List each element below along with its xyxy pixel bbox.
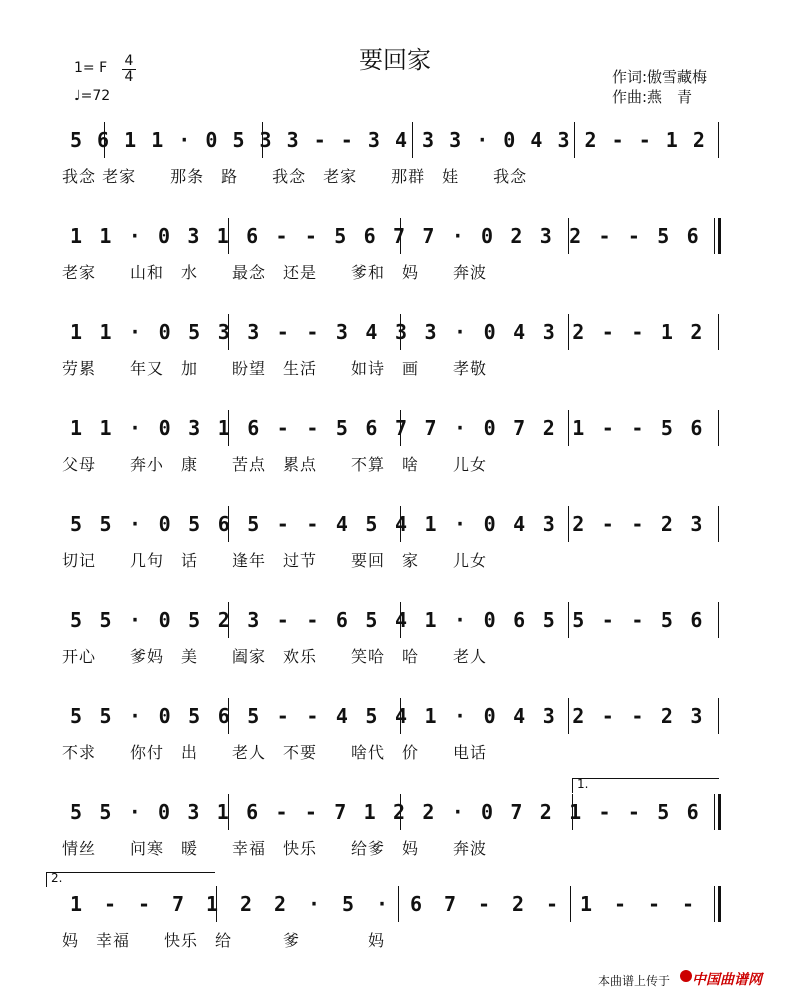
note--: -	[276, 320, 289, 344]
note-6: 6	[335, 608, 348, 632]
note--: -	[275, 800, 288, 824]
note-5: 5	[99, 512, 112, 536]
note-3: 3	[542, 512, 555, 536]
note--: -	[598, 800, 611, 824]
barline	[714, 218, 715, 254]
note--: -	[306, 608, 319, 632]
note-1: 1	[69, 224, 83, 248]
note-1: 1	[99, 224, 112, 248]
note-1: 1	[665, 128, 678, 152]
lyric-line: 开心 爹妈 美 阖家 欢乐 笑哈 哈 老人	[62, 647, 488, 666]
note-·: ·	[178, 128, 191, 152]
barline	[718, 698, 719, 734]
note-1: 1	[69, 320, 83, 344]
note-6: 6	[409, 892, 423, 916]
note-5: 5	[341, 892, 355, 916]
note-5: 5	[232, 128, 245, 152]
note--: -	[276, 416, 289, 440]
note-1: 1	[572, 416, 585, 440]
note-0: 0	[483, 320, 496, 344]
song-title: 要回家	[359, 46, 431, 74]
lyric-line: 切记 几句 话 逢年 过节 要回 家 儿女	[62, 551, 488, 570]
note--: -	[103, 892, 117, 916]
note-2: 2	[392, 800, 406, 824]
note-2: 2	[510, 224, 523, 248]
note-3: 3	[394, 320, 408, 344]
note--: -	[306, 704, 319, 728]
note-0: 0	[158, 224, 171, 248]
note-6: 6	[246, 224, 259, 248]
note-5: 5	[660, 608, 673, 632]
barline	[570, 886, 571, 922]
note-2: 2	[569, 224, 582, 248]
note-·: ·	[129, 704, 142, 728]
note-5: 5	[572, 608, 585, 632]
note-6: 6	[217, 704, 230, 728]
volta-2-label: 2.	[51, 871, 63, 885]
note-5: 5	[99, 704, 112, 728]
note-6: 6	[686, 224, 699, 248]
note--: -	[601, 512, 614, 536]
note-2: 2	[692, 128, 705, 152]
note--: -	[611, 128, 624, 152]
note-1: 1	[99, 416, 112, 440]
staff-row-3	[0, 314, 790, 378]
note-5: 5	[657, 800, 670, 824]
site-logo: 中国曲谱网	[692, 972, 762, 988]
barline	[398, 886, 399, 922]
note-5: 5	[365, 608, 378, 632]
note-3: 3	[188, 416, 201, 440]
note-7: 7	[171, 892, 185, 916]
note-7: 7	[394, 416, 408, 440]
note-0: 0	[205, 128, 218, 152]
note-0: 0	[483, 608, 496, 632]
note--: -	[631, 416, 644, 440]
note-0: 0	[158, 512, 171, 536]
note-2: 2	[511, 892, 525, 916]
second-ending	[46, 872, 215, 887]
note-2: 2	[539, 800, 552, 824]
note-5: 5	[247, 512, 260, 536]
note-4: 4	[513, 512, 526, 536]
note-5: 5	[334, 224, 347, 248]
lyric-line: 情丝 问寒 暖 幸福 快乐 给爹 妈 奔波	[62, 839, 488, 858]
note--: -	[306, 320, 319, 344]
note-·: ·	[454, 704, 467, 728]
lyric-line: 老家 山和 水 最念 还是 爹和 妈 奔波	[62, 263, 488, 282]
note-3: 3	[187, 800, 200, 824]
note-4: 4	[394, 128, 408, 152]
note--: -	[477, 892, 491, 916]
staff-row-6	[0, 602, 790, 666]
staff-row-4	[0, 410, 790, 474]
note-5: 5	[247, 704, 260, 728]
note-6: 6	[246, 800, 259, 824]
first-ending	[572, 778, 719, 793]
barline	[718, 314, 719, 350]
note-·: ·	[454, 608, 467, 632]
note-5: 5	[542, 608, 555, 632]
note-2: 2	[572, 512, 585, 536]
note-3: 3	[690, 704, 703, 728]
note-7: 7	[392, 224, 406, 248]
note-4: 4	[394, 704, 408, 728]
note-3: 3	[217, 320, 230, 344]
note-1: 1	[216, 800, 229, 824]
note--: -	[304, 800, 317, 824]
note--: -	[631, 512, 644, 536]
note--: -	[340, 128, 353, 152]
note-·: ·	[454, 512, 467, 536]
note--: -	[681, 892, 695, 916]
barline	[718, 602, 719, 638]
note-5: 5	[99, 608, 112, 632]
note-2: 2	[572, 320, 585, 344]
note-1: 1	[151, 128, 164, 152]
repeat-barline	[718, 218, 721, 254]
note-1: 1	[69, 892, 83, 916]
note--: -	[306, 512, 319, 536]
note-3: 3	[247, 320, 260, 344]
note-4: 4	[513, 320, 526, 344]
note-1: 1	[69, 416, 83, 440]
quarter-note-icon: ♩	[74, 88, 81, 104]
note-5: 5	[660, 416, 673, 440]
note-4: 4	[394, 512, 408, 536]
note--: -	[306, 416, 319, 440]
note-6: 6	[690, 608, 703, 632]
note-3: 3	[542, 320, 555, 344]
note-·: ·	[128, 224, 141, 248]
note-0: 0	[481, 224, 494, 248]
note-·: ·	[307, 892, 321, 916]
note-5: 5	[365, 512, 378, 536]
note--: -	[638, 128, 651, 152]
note--: -	[601, 320, 614, 344]
note--: -	[627, 224, 640, 248]
note-1: 1	[579, 892, 593, 916]
meter-bottom: 4	[124, 69, 134, 85]
note--: -	[601, 608, 614, 632]
note-3: 3	[247, 608, 260, 632]
note-2: 2	[572, 704, 585, 728]
note-5: 5	[69, 608, 83, 632]
note-·: ·	[476, 128, 489, 152]
lyricist-credit: 作词:傲雪藏梅	[612, 68, 708, 86]
note-1: 1	[424, 704, 437, 728]
note-7: 7	[443, 892, 457, 916]
note-4: 4	[335, 512, 348, 536]
note-1: 1	[569, 800, 582, 824]
note-2: 2	[660, 704, 673, 728]
note-1: 1	[99, 320, 112, 344]
note-2: 2	[584, 128, 597, 152]
note-7: 7	[513, 416, 526, 440]
note--: -	[276, 512, 289, 536]
note-1: 1	[424, 512, 437, 536]
site-logo-icon	[680, 970, 692, 982]
note-3: 3	[422, 128, 435, 152]
key-signature: 1= F	[74, 60, 108, 76]
note-·: ·	[375, 892, 389, 916]
note-1: 1	[660, 320, 673, 344]
note-0: 0	[158, 800, 171, 824]
note-5: 5	[188, 512, 201, 536]
note-0: 0	[483, 512, 496, 536]
note-6: 6	[217, 512, 230, 536]
upload-credit: 本曲谱上传于	[598, 974, 671, 988]
note-6: 6	[365, 416, 378, 440]
barline	[412, 122, 413, 158]
note-3: 3	[286, 128, 299, 152]
note-7: 7	[422, 224, 435, 248]
note-7: 7	[510, 800, 523, 824]
lyric-line: 劳累 年又 加 盼望 生活 如诗 画 孝敬	[62, 359, 488, 378]
note--: -	[137, 892, 151, 916]
note-3: 3	[449, 128, 462, 152]
note-2: 2	[273, 892, 287, 916]
note-3: 3	[187, 224, 200, 248]
note-3: 3	[259, 128, 272, 152]
note-0: 0	[158, 608, 171, 632]
note-0: 0	[481, 800, 494, 824]
note-3: 3	[367, 128, 380, 152]
note-7: 7	[334, 800, 347, 824]
note-4: 4	[513, 704, 526, 728]
note-1: 1	[217, 416, 230, 440]
note-0: 0	[483, 416, 496, 440]
note-4: 4	[394, 608, 408, 632]
note-5: 5	[335, 416, 348, 440]
note--: -	[631, 704, 644, 728]
note-3: 3	[542, 704, 555, 728]
meter-top: 4	[124, 53, 134, 69]
note--: -	[647, 892, 661, 916]
note-5: 5	[188, 320, 201, 344]
note-1: 1	[124, 128, 137, 152]
note-3: 3	[424, 320, 437, 344]
note--: -	[627, 800, 640, 824]
note-·: ·	[129, 416, 142, 440]
tempo-value: =72	[80, 88, 111, 104]
barline	[714, 886, 715, 922]
note--: -	[304, 224, 317, 248]
note-·: ·	[129, 512, 142, 536]
final-barline	[718, 886, 721, 922]
staff-row-1	[0, 122, 790, 186]
note--: -	[631, 608, 644, 632]
note--: -	[313, 128, 326, 152]
lyric-line: 不求 你付 出 老人 不要 啥代 价 电话	[62, 743, 488, 762]
barline	[714, 794, 715, 830]
composer-credit: 作曲:燕 青	[612, 88, 693, 106]
note-4: 4	[530, 128, 543, 152]
note-·: ·	[454, 416, 467, 440]
lyric-line: 父母 奔小 康 苦点 累点 不算 啥 儿女	[62, 455, 488, 474]
note-5: 5	[69, 800, 83, 824]
note-5: 5	[188, 704, 201, 728]
staff-row-9	[0, 871, 790, 950]
staff-row-7	[0, 698, 790, 762]
note-2: 2	[542, 416, 555, 440]
note-·: ·	[451, 224, 464, 248]
note-·: ·	[454, 320, 467, 344]
note-5: 5	[69, 704, 83, 728]
note--: -	[613, 892, 627, 916]
lyric-line: 妈 幸福 快乐 给 爹 妈	[62, 931, 386, 950]
time-signature	[122, 54, 136, 85]
note-3: 3	[690, 512, 703, 536]
note-3: 3	[539, 224, 552, 248]
note-6: 6	[690, 416, 703, 440]
note-2: 2	[660, 512, 673, 536]
note-6: 6	[97, 128, 110, 152]
note-1: 1	[424, 608, 437, 632]
note--: -	[276, 608, 289, 632]
note-5: 5	[69, 512, 83, 536]
note-2: 2	[690, 320, 703, 344]
note-4: 4	[335, 704, 348, 728]
note-5: 5	[657, 224, 670, 248]
note-2: 2	[217, 608, 230, 632]
note-5: 5	[99, 800, 112, 824]
volta-1-label: 1.	[577, 777, 589, 791]
note-0: 0	[503, 128, 516, 152]
note-3: 3	[557, 128, 570, 152]
note-6: 6	[363, 224, 376, 248]
note--: -	[631, 320, 644, 344]
note-6: 6	[686, 800, 699, 824]
note-1: 1	[363, 800, 376, 824]
note-·: ·	[128, 800, 141, 824]
note--: -	[276, 704, 289, 728]
staff-row-8	[0, 777, 790, 858]
note-5: 5	[69, 128, 83, 152]
barline	[574, 122, 575, 158]
note-7: 7	[424, 416, 437, 440]
note-0: 0	[158, 320, 171, 344]
note-0: 0	[158, 416, 171, 440]
note-3: 3	[335, 320, 348, 344]
note-·: ·	[451, 800, 464, 824]
note-5: 5	[188, 608, 201, 632]
note-6: 6	[513, 608, 526, 632]
barline	[718, 410, 719, 446]
note-1: 1	[216, 224, 229, 248]
note-2: 2	[239, 892, 253, 916]
repeat-barline	[718, 794, 721, 830]
note-·: ·	[129, 320, 142, 344]
barline	[718, 506, 719, 542]
staff-row-5	[0, 506, 790, 570]
note--: -	[598, 224, 611, 248]
note-1: 1	[205, 892, 219, 916]
staff-row-2	[0, 218, 790, 282]
note-2: 2	[422, 800, 435, 824]
note-0: 0	[483, 704, 496, 728]
note-4: 4	[365, 320, 378, 344]
lyric-line: 我念 老家 那条 路 我念 老家 那群 娃 我念	[62, 167, 528, 186]
note--: -	[601, 416, 614, 440]
note-6: 6	[247, 416, 260, 440]
tempo-marking	[74, 88, 110, 104]
note--: -	[601, 704, 614, 728]
note-·: ·	[129, 608, 142, 632]
note-0: 0	[158, 704, 171, 728]
note--: -	[275, 224, 288, 248]
note-5: 5	[365, 704, 378, 728]
barline	[718, 122, 719, 158]
note--: -	[545, 892, 559, 916]
